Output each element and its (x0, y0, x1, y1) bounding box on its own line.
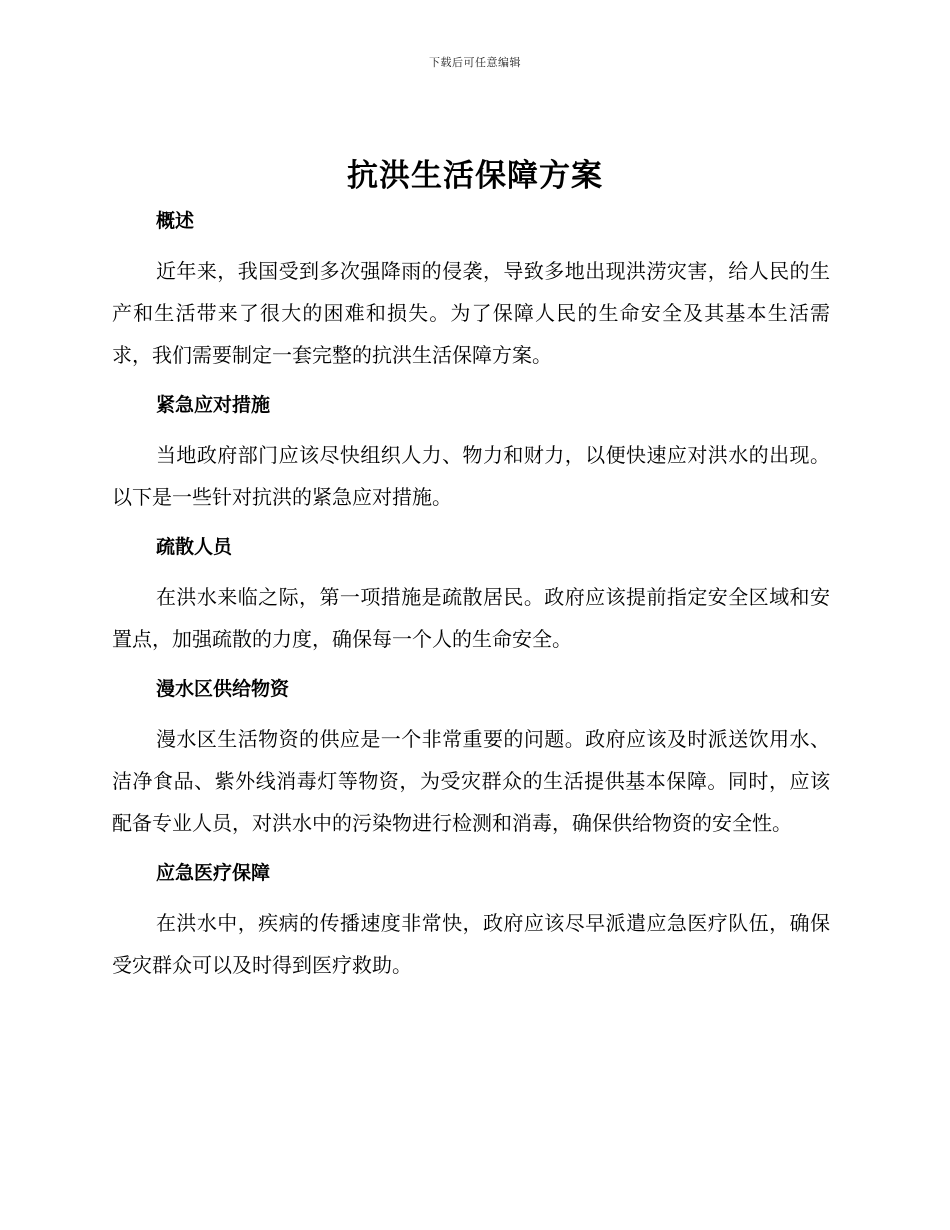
section-paragraph: 在洪水来临之际，第一项措施是疏散居民。政府应该提前指定安全区域和安置点，加强疏散的力度，确保每一个人的生命安全。 (112, 585, 830, 651)
document-body (112, 202, 830, 996)
section-heading: 疏散人员 (156, 536, 233, 558)
section-heading: 漫水区供给物资 (156, 678, 290, 700)
header-note: 下载后可任意编辑 (429, 56, 521, 69)
section-paragraph: 在洪水中，疾病的传播速度非常快，政府应该尽早派遣应急医疗队伍，确保受灾群众可以及时得到医疗救助。 (112, 911, 830, 977)
section-paragraph: 漫水区生活物资的供应是一个非常重要的问题。政府应该及时派送饮用水、洁净食品、紫外线消毒灯等物资，为受灾群众的生活提供基本保障。同时，应该配备专业人员，对洪水中的污染物进行检测和消毒，确保供给物资的安全性。 (112, 727, 830, 835)
section-overview (112, 202, 830, 376)
section-heading: 应急医疗保障 (156, 862, 271, 884)
section-emergency-response (112, 386, 830, 518)
section-paragraph: 当地政府部门应该尽快组织人力、物力和财力，以便快速应对洪水的出现。以下是一些针对抗洪的紧急应对措施。 (112, 443, 830, 509)
section-paragraph: 近年来，我国受到多次强降雨的侵袭，导致多地出现洪涝灾害，给人民的生产和生活带来了很大的困难和损失。为了保障人民的生命安全及其基本生活需求，我们需要制定一套完整的抗洪生活保障方案。 (112, 259, 830, 367)
section-flood-supplies (112, 670, 830, 844)
document-title: 抗洪生活保障方案 (347, 158, 603, 194)
section-medical (112, 854, 830, 986)
section-evacuation (112, 528, 830, 660)
section-heading: 紧急应对措施 (156, 394, 271, 416)
section-heading: 概述 (156, 210, 195, 232)
